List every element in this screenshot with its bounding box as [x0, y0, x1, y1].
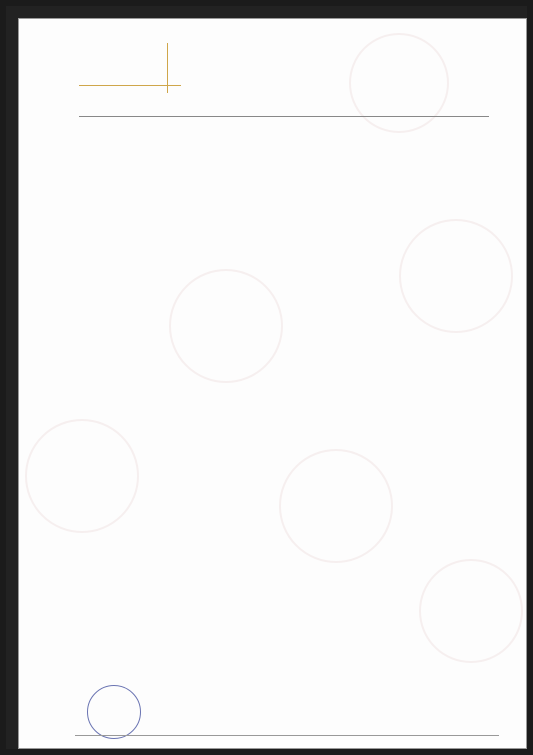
logo-rule	[79, 85, 181, 86]
report-number	[177, 99, 183, 110]
watermark-seal	[25, 419, 139, 533]
report-page	[18, 18, 527, 749]
footer-rule	[75, 735, 499, 736]
watermark-seal	[279, 449, 393, 563]
watermark-seal	[349, 33, 449, 133]
watermark-seal	[419, 559, 523, 663]
logo-rule-vertical	[167, 43, 168, 93]
sgs-stamp	[87, 685, 141, 739]
watermark-seal	[169, 269, 283, 383]
header-rule	[79, 116, 489, 117]
watermark-seal	[399, 219, 513, 333]
